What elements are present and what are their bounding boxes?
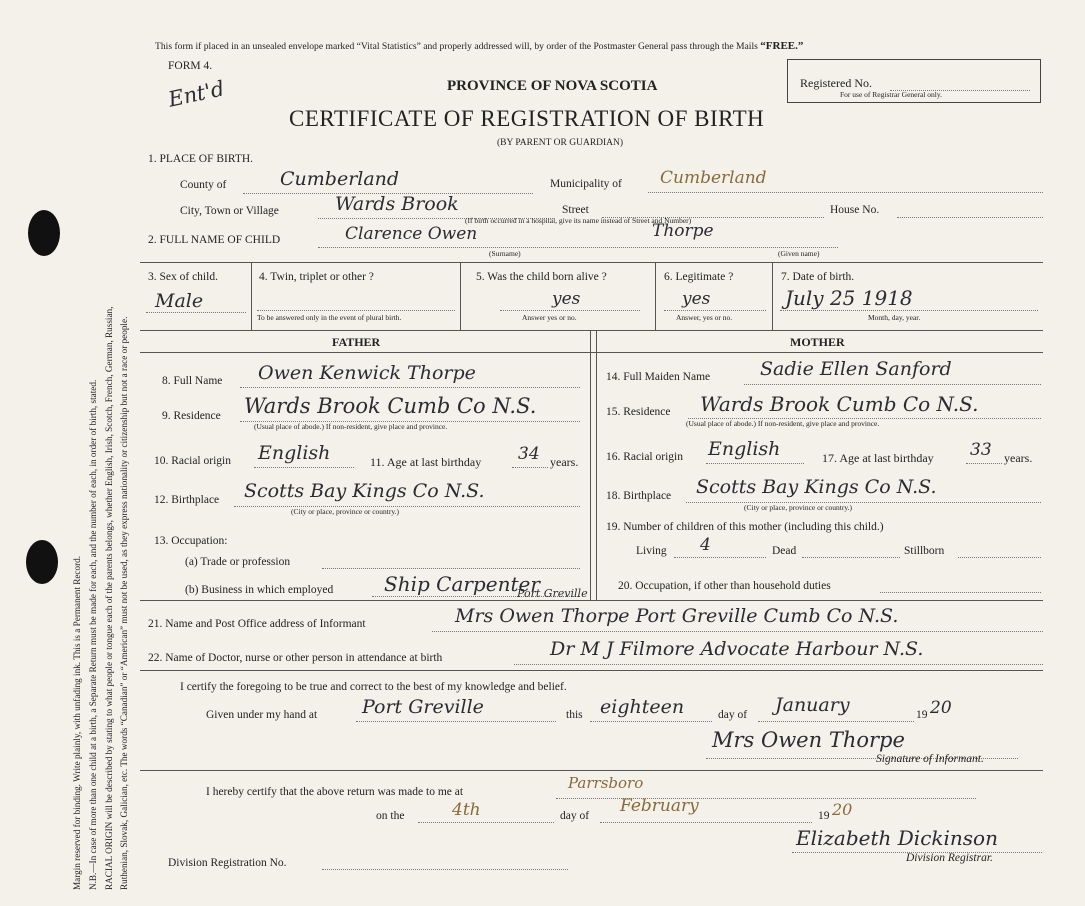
sex-label: 3. Sex of child. <box>148 271 218 283</box>
given-under-label: Given under my hand at <box>206 709 318 721</box>
mother-name-value: Sadie Ellen Sanford <box>760 358 952 380</box>
given-place-value: Port Greville <box>362 696 484 718</box>
dob-note: Month, day, year. <box>868 313 921 322</box>
municipality-label: Municipality of <box>550 178 622 190</box>
father-age-label: 11. Age at last birthday <box>370 455 482 469</box>
legitimate-label: 6. Legitimate ? <box>664 271 734 283</box>
born-alive-value: yes <box>552 289 581 309</box>
father-name-label: 8. Full Name <box>162 375 223 387</box>
born-alive-label: 5. Was the child born alive ? <box>476 271 607 283</box>
day-of-label: day of <box>718 709 748 721</box>
mother-residence-label: 15. Residence <box>606 406 671 418</box>
given-name-caption: (Given name) <box>778 249 820 258</box>
sex-value: Male <box>155 290 204 312</box>
father-race-value: English <box>258 442 331 464</box>
margin-note-4: Ruthenian, Slovak, Galician, etc. The words “Canadian” or “American” must not be used, as they express nationality or citizenship but not a race or people. <box>119 316 129 890</box>
trade-label: (a) Trade or profession <box>185 556 291 568</box>
registrar-signature: Elizabeth Dickinson <box>796 826 998 850</box>
registered-note: For use of Registrar General only. <box>840 90 942 99</box>
father-heading: FATHER <box>332 335 381 349</box>
father-years-label: years. <box>550 455 579 469</box>
father-occupation-label: 13. Occupation: <box>154 535 228 547</box>
mother-birthplace-value: Scotts Bay Kings Co N.S. <box>696 476 937 498</box>
living-value: 4 <box>700 535 711 555</box>
children-count-label: 19. Number of children of this mother (including this child.) <box>606 521 884 533</box>
registrar-month-value: February <box>620 796 699 816</box>
binding-hole-top <box>28 210 60 256</box>
registrar-day-value: 4th <box>452 800 481 820</box>
surname-caption: (Surname) <box>489 249 521 258</box>
city-label: City, Town or Village <box>180 205 279 217</box>
form-number: FORM 4. <box>168 60 213 72</box>
dead-label: Dead <box>772 545 797 557</box>
mother-residence-note: (Usual place of abode.) If non-resident, give place and province. <box>686 419 880 428</box>
margin-note-2: N.B.—In case of more than one child at a birth, a Separate Return must be made for each, and the number of each, in order of birth, stated. <box>88 379 98 890</box>
hospital-note: (If birth occurred in a hospital, give its name instead of Street and Number) <box>465 216 692 225</box>
street-label: Street <box>562 204 589 216</box>
child-surname: Thorpe <box>652 221 714 241</box>
father-residence-value: Wards Brook Cumb Co N.S. <box>244 394 537 418</box>
certificate-subtitle: (BY PARENT OR GUARDIAN) <box>497 138 624 148</box>
registered-label: Registered No. <box>800 76 872 90</box>
margin-note-3: RACIAL ORIGIN will be described by stating to what people or tongue each of the parents belongs, whether English, Irish, Scotch, French, German, Russian, <box>104 306 114 890</box>
informant-value: Mrs Owen Thorpe Port Greville Cumb Co N.S. <box>455 605 899 627</box>
municipality-value: Cumberland <box>660 168 767 188</box>
registrar-place-value: Parrsboro <box>568 774 644 792</box>
registrar-caption: Division Registrar. <box>906 852 993 864</box>
registrar-line: I hereby certify that the above return was made to me at <box>206 786 464 798</box>
certificate-title: CERTIFICATE OF REGISTRATION OF BIRTH <box>289 106 765 131</box>
father-residence-label: 9. Residence <box>162 410 221 422</box>
informant-insert: Port Greville <box>517 587 588 600</box>
house-no-label: House No. <box>830 204 880 216</box>
postal-note <box>155 40 803 52</box>
twin-note: To be answered only in the event of plural birth. <box>257 313 402 322</box>
mother-years-label: years. <box>1004 451 1033 465</box>
doctor-label: 22. Name of Doctor, nurse or other person in attendance at birth <box>148 652 443 664</box>
registrar-year-prefix: 19 <box>818 810 830 822</box>
on-the-label: on the <box>376 810 405 822</box>
registered-box <box>787 59 1041 103</box>
registrar-year-value: 20 <box>832 800 853 819</box>
binding-hole-bottom <box>26 540 58 584</box>
dob-label: 7. Date of birth. <box>781 271 855 283</box>
month-value: January <box>775 694 850 716</box>
county-value: Cumberland <box>280 168 400 190</box>
signature-caption: Signature of Informant. <box>876 753 984 765</box>
place-of-birth-heading: 1. PLACE OF BIRTH. <box>148 153 254 165</box>
born-alive-note: Answer yes or no. <box>522 313 577 322</box>
informant-signature: Mrs Owen Thorpe <box>712 728 905 752</box>
father-birthplace-note: (City or place, province or country.) <box>291 507 400 516</box>
mother-name-label: 14. Full Maiden Name <box>606 371 711 383</box>
postal-free: “FREE.” <box>760 40 804 52</box>
postal-note-text: This form if placed in an unsealed envelope marked “Vital Statistics” and properly addressed will, by order of the Postmaster General pass through the Mails <box>155 41 758 52</box>
margin-note-1: Margin reserved for binding. Write plainly, with unfading ink. This is a Permanent Record. <box>72 555 82 890</box>
father-age-value: 34 <box>518 444 540 464</box>
day-value: eighteen <box>600 696 685 718</box>
province-heading: PROVINCE OF NOVA SCOTIA <box>447 78 658 94</box>
mother-race-label: 16. Racial origin <box>606 451 683 463</box>
mother-age-label: 17. Age at last birthday <box>822 451 934 465</box>
division-registration-label: Division Registration No. <box>168 857 287 869</box>
child-given-name: Clarence Owen <box>345 224 478 244</box>
legitimate-value: yes <box>682 289 711 309</box>
mother-age-value: 33 <box>970 440 992 460</box>
father-name-value: Owen Kenwick Thorpe <box>258 362 476 384</box>
mother-race-value: English <box>708 438 781 460</box>
this-label: this <box>566 709 583 721</box>
dob-value: July 25 1918 <box>785 286 913 310</box>
mother-residence-value: Wards Brook Cumb Co N.S. <box>700 392 979 416</box>
mother-birthplace-note: (City or place, province or country.) <box>744 503 853 512</box>
informant-label: 21. Name and Post Office address of Informant <box>148 618 366 630</box>
father-business-value: Ship Carpenter <box>384 572 540 596</box>
city-value: Wards Brook <box>335 193 459 215</box>
mother-occupation-label: 20. Occupation, if other than household duties <box>618 580 831 592</box>
stillborn-label: Stillborn <box>904 545 945 557</box>
father-birthplace-label: 12. Birthplace <box>154 494 220 506</box>
mother-birthplace-label: 18. Birthplace <box>606 490 672 502</box>
father-birthplace-value: Scotts Bay Kings Co N.S. <box>244 480 485 502</box>
mother-heading: MOTHER <box>790 335 845 349</box>
entd-annotation: Ent'd <box>166 76 227 112</box>
father-race-label: 10. Racial origin <box>154 455 231 467</box>
living-label: Living <box>636 545 667 557</box>
year-prefix: 19 <box>916 709 928 721</box>
county-label: County of <box>180 179 227 191</box>
child-name-label: 2. FULL NAME OF CHILD <box>148 234 281 246</box>
legitimate-note: Answer, yes or no. <box>676 313 733 322</box>
certify-text: I certify the foregoing to be true and correct to the best of my knowledge and belief. <box>180 681 567 693</box>
year-value: 20 <box>930 698 952 718</box>
doctor-value: Dr M J Filmore Advocate Harbour N.S. <box>550 638 924 660</box>
registrar-day-of-label: day of <box>560 810 590 822</box>
twin-label: 4. Twin, triplet or other ? <box>259 271 374 283</box>
father-residence-note: (Usual place of abode.) If non-resident, give place and province. <box>254 422 448 431</box>
business-label: (b) Business in which employed <box>185 584 334 596</box>
